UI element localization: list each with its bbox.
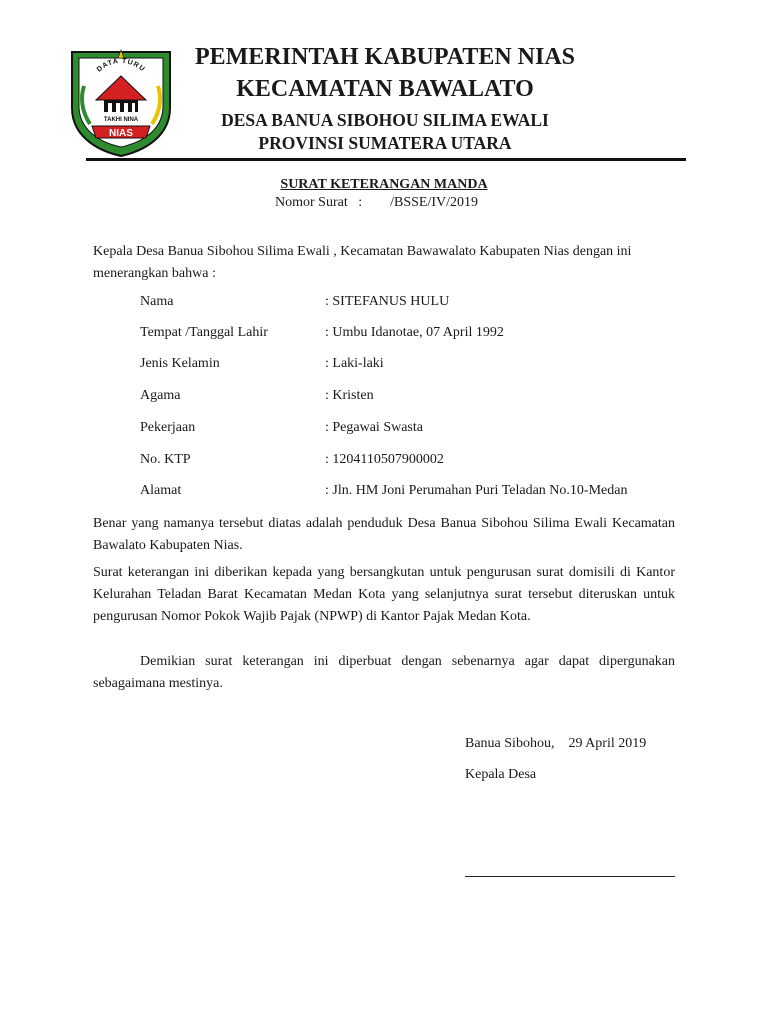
field-label: Alamat <box>140 483 182 498</box>
signature-title: Kepala Desa <box>465 767 537 782</box>
intro-paragraph: Kepala Desa Banua Sibohou Silima Ewali , Kecamatan Bawawalato Kabupaten Nias dengan ini menerangkan bahwa : <box>93 244 632 281</box>
signature-date: 29 April 2019 <box>568 736 647 751</box>
letterhead-line-4: PROVINSI SUMATERA UTARA <box>258 133 512 153</box>
document-title: SURAT KETERANGAN MANDA <box>280 177 488 192</box>
logo-banner-text: NIAS <box>109 128 133 139</box>
signature-place: Banua Sibohou, <box>465 736 555 751</box>
field-label: Agama <box>140 388 181 403</box>
letterhead-line-1: PEMERINTAH KABUPATEN NIAS <box>194 44 576 70</box>
field-label: No. KTP <box>140 452 191 467</box>
signature-line <box>465 876 675 877</box>
body-paragraph-1: Benar yang namanya tersebut diatas adalah penduduk Desa Banua Sibohou Silima Ewali Kecamatan Bawalato Kabupaten Nias. <box>93 516 675 553</box>
document-number-label: Nomor Surat <box>275 195 348 210</box>
document-number-value: /BSSE/IV/2019 <box>390 195 479 210</box>
letterhead-line-3: DESA BANUA SIBOHOU SILIMA EWALI <box>221 110 549 130</box>
field-label: Pekerjaan <box>140 420 196 435</box>
field-label: Jenis Kelamin <box>140 356 220 371</box>
field-label: Nama <box>140 294 174 309</box>
field-value: : 1204110507900002 <box>325 452 444 467</box>
logo-motto: TAKHI NINA <box>103 117 139 123</box>
logo-arc-text: DATA TURU <box>95 57 147 74</box>
field-value: : Pegawai Swasta <box>325 420 423 435</box>
letterhead-divider <box>86 158 686 161</box>
letterhead-line-2: KECAMATAN BAWALATO <box>236 76 534 102</box>
field-value: : Umbu Idanotae, 07 April 1992 <box>325 325 504 340</box>
document-number: Nomor Surat : /BSSE/IV/2019 <box>275 195 479 210</box>
body-paragraph-2: Surat keterangan ini diberikan kepada yang bersangkutan untuk pengurusan surat domisili di Kantor Kelurahan Teladan Barat Kecamatan Medan Kota yang selanjutnya surat tersebut diteruskan untuk pengurusan Nomor Pokok Wajib Pajak (NPWP) di Kantor Pajak Medan Kota. <box>93 565 675 624</box>
body-paragraph-3: Demikian surat keterangan ini diperbuat dengan sebenarnya agar dapat dipergunakan sebagaimana mestinya. <box>93 654 675 691</box>
signature-place-date <box>465 736 646 752</box>
nias-regency-logo <box>68 46 174 158</box>
field-value: : SITEFANUS HULU <box>325 294 450 309</box>
field-value: : Jln. HM Joni Perumahan Puri Teladan No.10-Medan <box>325 483 628 498</box>
field-value: : Laki-laki <box>325 356 384 371</box>
field-value: : Kristen <box>325 388 374 403</box>
field-label: Tempat /Tanggal Lahir <box>140 325 268 340</box>
